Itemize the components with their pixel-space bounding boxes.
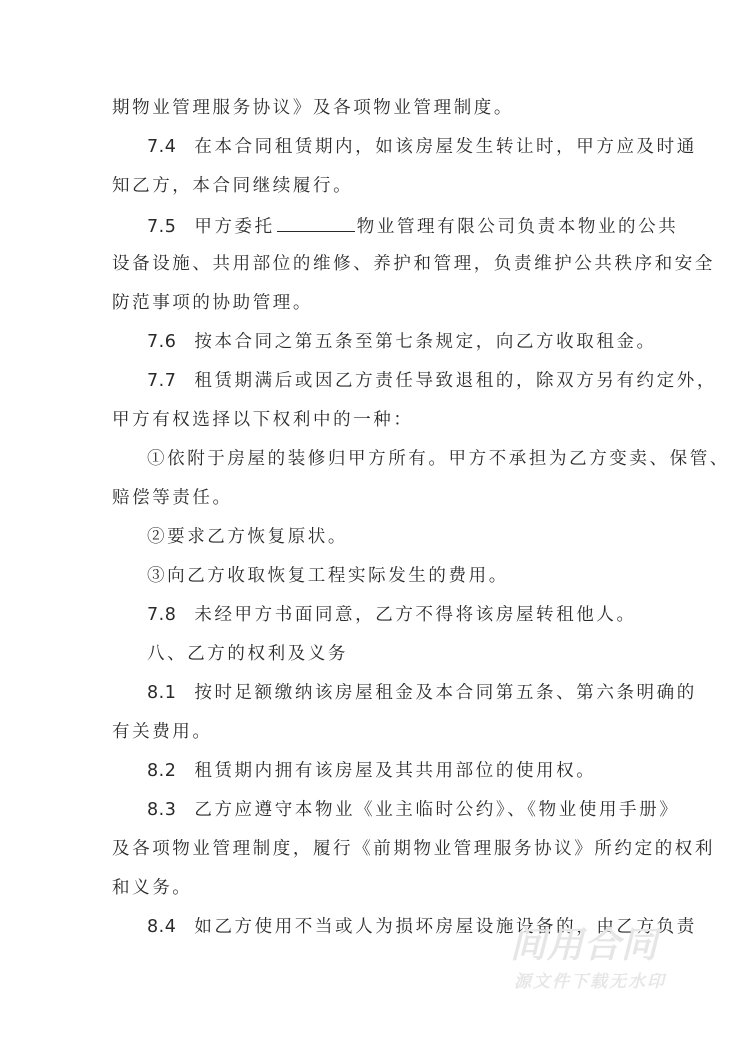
clause-number: 7.5 (147, 217, 177, 237)
line-text: 设备设施、共用部位的维修、养护和管理，负责维护公共秩序和安全 (112, 254, 715, 274)
text-line (112, 837, 715, 861)
line-text: 甲方委托 (194, 217, 275, 237)
line-text: 和义务。 (112, 878, 193, 898)
clause-8-1 (147, 681, 697, 705)
line-text: ①依附于房屋的装修归甲方所有。甲方不承担为乙方变卖、保管、 (147, 449, 730, 469)
clause-7-7 (147, 369, 717, 393)
line-text: 防范事项的协助管理。 (112, 293, 313, 313)
clause-8-2 (147, 759, 677, 783)
text-line (112, 96, 642, 120)
text-line (112, 174, 642, 198)
clause-number: 7.7 (147, 371, 177, 391)
option-2 (147, 525, 677, 549)
text-line (112, 408, 642, 432)
clause-number: 8.4 (147, 917, 177, 937)
clause-7-6 (147, 330, 677, 354)
line-text: 租赁期满后或因乙方责任导致退租的，除双方另有约定外， (194, 371, 717, 391)
clause-number: 8.1 (147, 683, 177, 703)
line-text: 及各项物业管理制度，履行《前期物业管理服务协议》所约定的权利 (112, 839, 715, 859)
clause-number: 8.2 (147, 761, 177, 781)
section-heading (147, 642, 677, 666)
text-line (112, 876, 642, 900)
text-line (112, 720, 642, 744)
clause-8-3 (147, 798, 680, 822)
watermark-logo: 间用合同 (510, 925, 659, 966)
line-text: 期物业管理服务协议》及各项物业管理制度。 (112, 98, 514, 118)
clause-number: 7.8 (147, 605, 177, 625)
line-text: 按时足额缴纳该房屋租金及本合同第五条、第六条明确的 (194, 683, 697, 703)
fill-in-blank (277, 213, 355, 232)
line-text: 如乙方使用不当或人为损坏房屋设施设备的，由乙方负责 (194, 917, 697, 937)
line-text: 知乙方，本合同继续履行。 (112, 176, 354, 196)
line-text: 甲方有权选择以下权利中的一种： (112, 410, 414, 430)
line-text: 物业管理有限公司负责本物业的公共 (356, 217, 679, 237)
text-line (112, 291, 642, 315)
clause-number: 7.4 (147, 137, 177, 157)
line-text: ③向乙方收取恢复工程实际发生的费用。 (147, 566, 509, 586)
text-line (112, 486, 642, 510)
clause-number: 7.6 (147, 332, 177, 352)
clause-number: 8.3 (147, 800, 177, 820)
clause-7-5 (147, 213, 677, 239)
clause-7-8 (147, 603, 677, 627)
line-text: 租赁期内拥有该房屋及其共用部位的使用权。 (194, 761, 597, 781)
line-text: 赔偿等责任。 (112, 488, 233, 508)
line-text: 在本合同租赁期内，如该房屋发生转让时，甲方应及时通 (194, 137, 697, 157)
watermark-subtitle: 源文件下载无水印 (514, 972, 666, 992)
text-line (112, 252, 715, 276)
option-1 (147, 447, 730, 471)
line-text: ②要求乙方恢复原状。 (147, 527, 348, 547)
section-title: 八、乙方的权利及义务 (147, 644, 348, 664)
line-text: 按本合同之第五条至第七条规定，向乙方收取租金。 (194, 332, 657, 352)
line-text: 乙方应遵守本物业《业主临时公约》、《物业使用手册》 (194, 800, 680, 820)
line-text: 有关费用。 (112, 722, 213, 742)
clause-7-4 (147, 135, 697, 159)
line-text: 未经甲方书面同意，乙方不得将该房屋转租他人。 (194, 605, 637, 625)
option-3 (147, 564, 677, 588)
